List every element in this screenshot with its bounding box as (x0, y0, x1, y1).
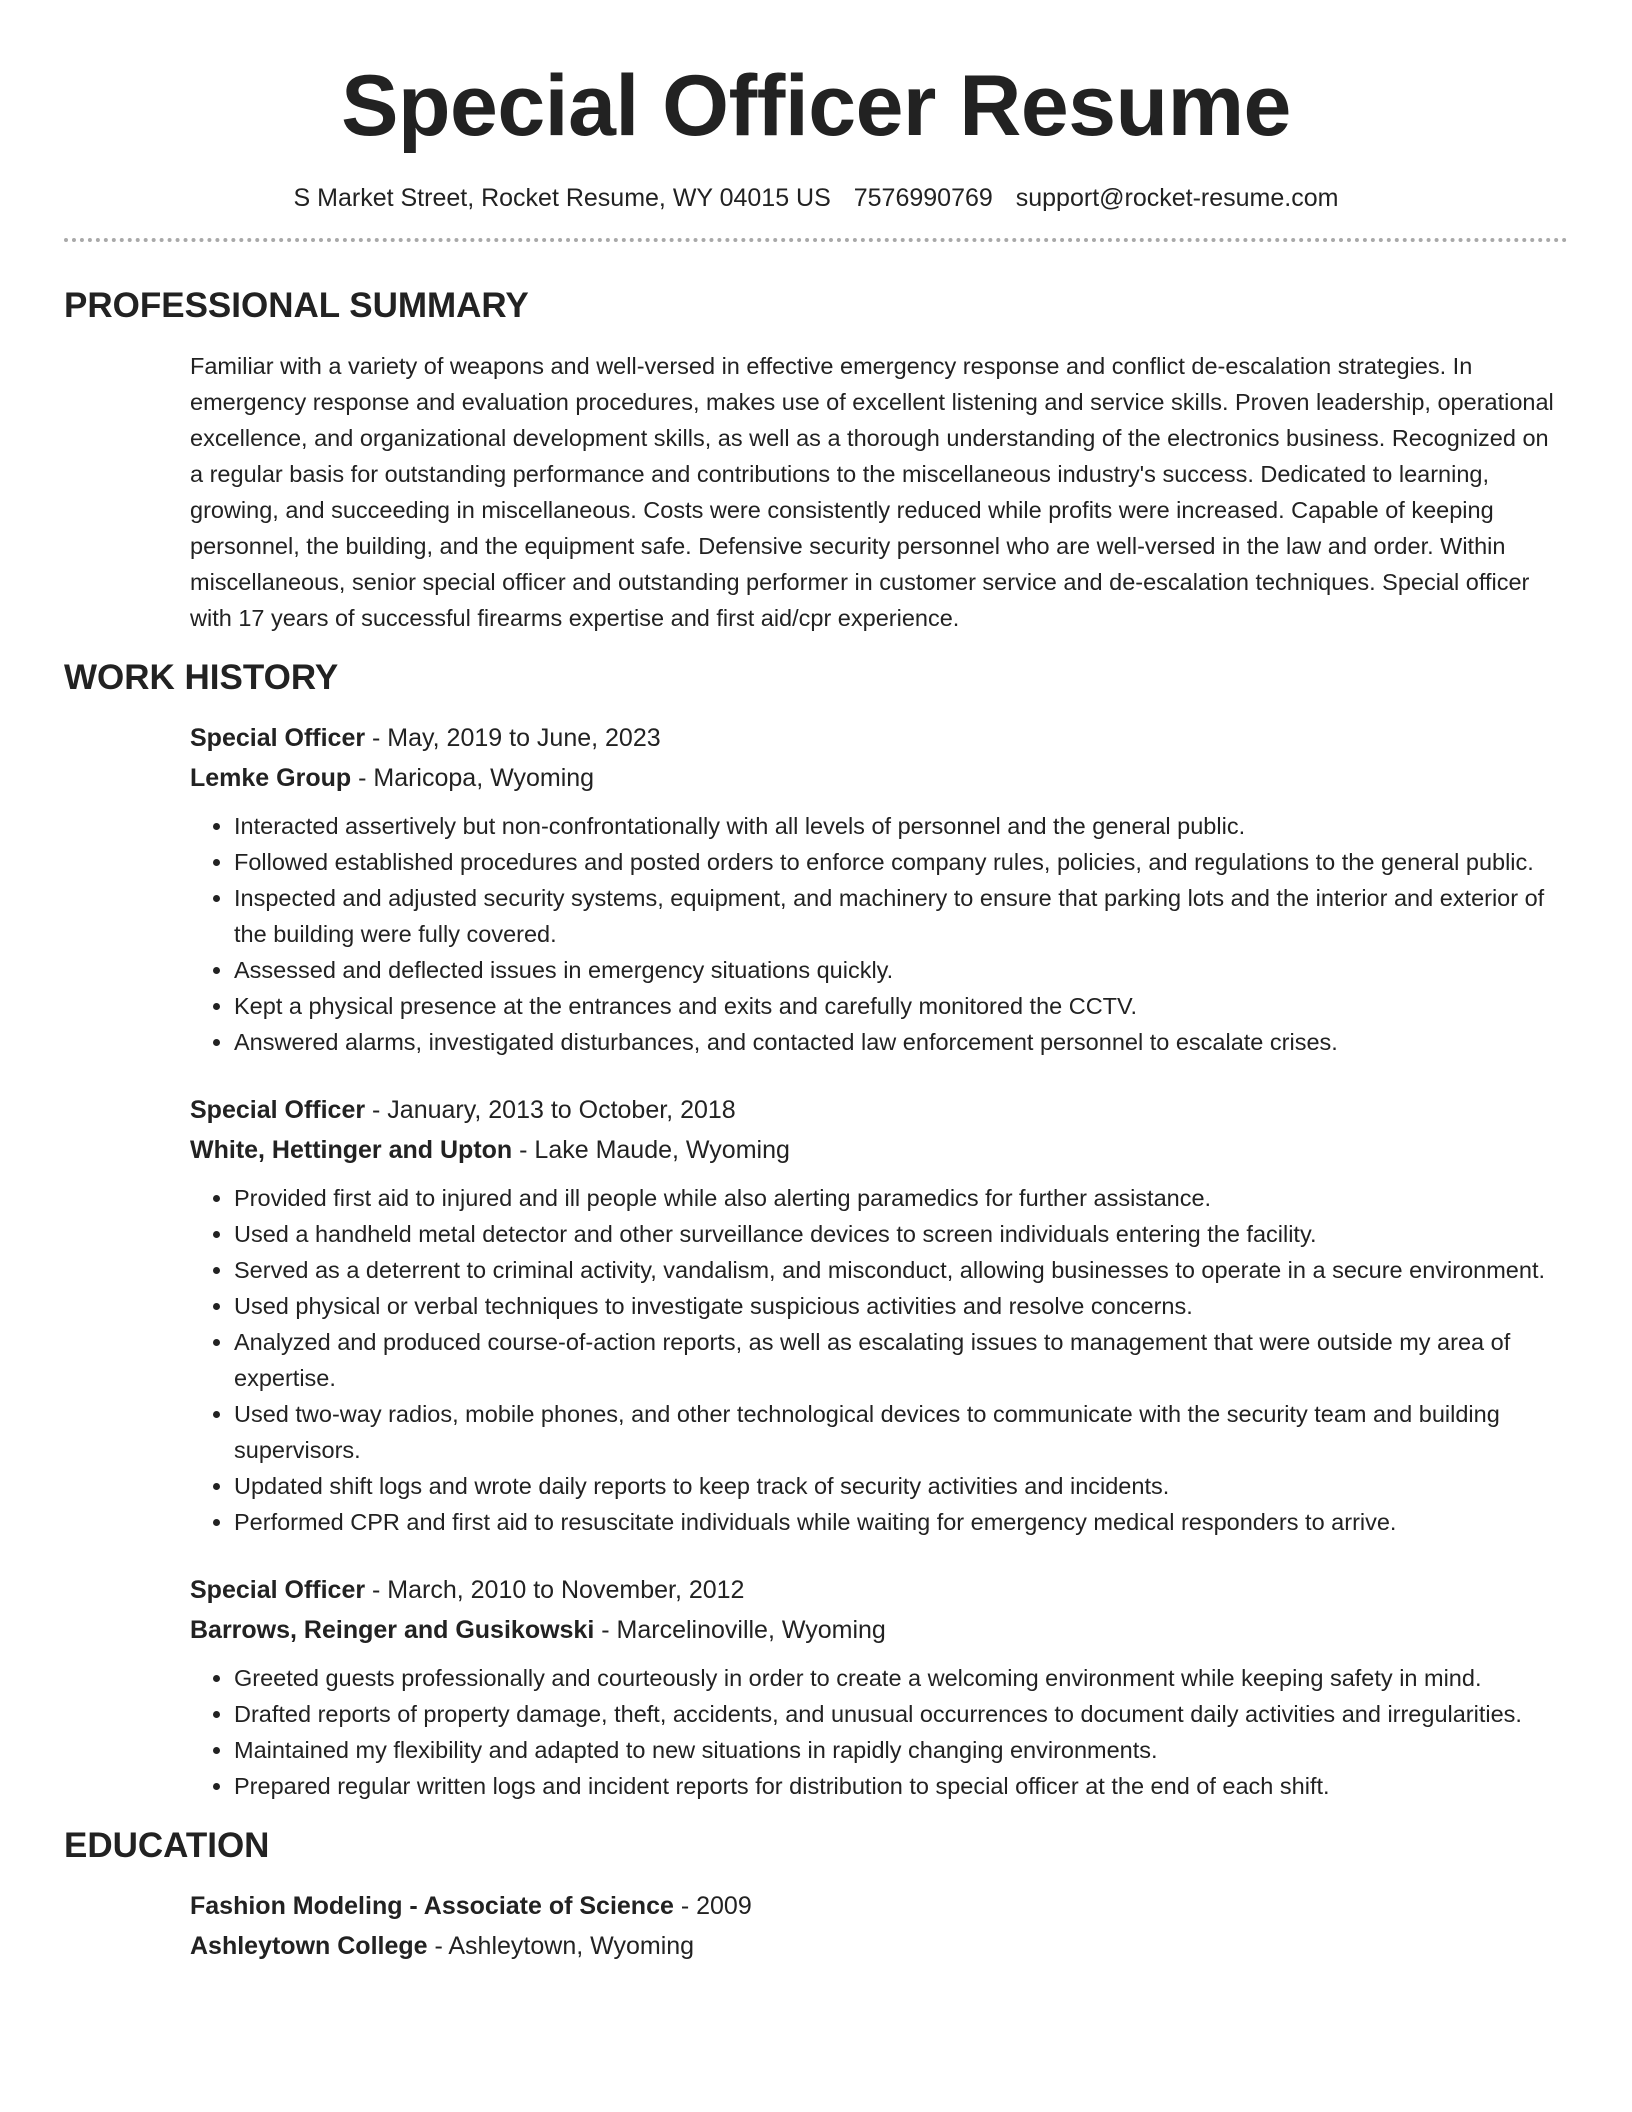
education-location: - Ashleytown, Wyoming (427, 1932, 695, 1960)
job-bullet: • Prepared regular written logs and incident reports for distribution to special officer at the end of each shift. (234, 1768, 1568, 1804)
job-bullet: • Assessed and deflected issues in emergency situations quickly. (234, 952, 1568, 988)
job-bullet: • Used a handheld metal detector and other surveillance devices to screen individuals entering the facility. (234, 1216, 1568, 1252)
job-bullets (190, 1660, 1568, 1804)
job-bullet: • Provided first aid to injured and ill people while also alerting paramedics for further assistance. (234, 1180, 1568, 1216)
job-bullet: • Maintained my flexibility and adapted to new situations in rapidly changing environments. (234, 1732, 1568, 1768)
contact-email: support@rocket-resume.com (1015, 184, 1339, 212)
header-divider (64, 238, 1568, 242)
resume-page (64, 0, 1568, 1966)
job-company-line (190, 1610, 1568, 1650)
job-bullet: • Answered alarms, investigated disturbances, and contacted law enforcement personnel to escalate crises. (234, 1024, 1568, 1060)
job-company: White, Hettinger and Upton (190, 1136, 513, 1164)
job-entry (190, 1570, 1568, 1804)
education-school-line (190, 1926, 1568, 1966)
job-bullet: • Analyzed and produced course-of-action reports, as well as escalating issues to management that were outside my area of expertise. (234, 1324, 1568, 1396)
job-location: - Marcelinoville, Wyoming (594, 1616, 886, 1644)
job-role: Special Officer (190, 1096, 366, 1124)
job-role: Special Officer (190, 1576, 366, 1604)
education-section (190, 1886, 1568, 1966)
education-school: Ashleytown College (190, 1932, 428, 1960)
job-bullet: • Used physical or verbal techniques to investigate suspicious activities and resolve concerns. (234, 1288, 1568, 1324)
job-bullet: • Followed established procedures and posted orders to enforce company rules, policies, and regulations to the general public. (234, 844, 1568, 880)
section-title-education: EDUCATION (64, 1826, 270, 1865)
contact-address: S Market Street, Rocket Resume, WY 04015 US (293, 184, 831, 212)
job-bullet: • Updated shift logs and wrote daily reports to keep track of security activities and incidents. (234, 1468, 1568, 1504)
job-role: Special Officer (190, 724, 366, 752)
job-bullet: • Drafted reports of property damage, theft, accidents, and unusual occurrences to document daily activities and irregularities. (234, 1696, 1568, 1732)
job-dates: - May, 2019 to June, 2023 (365, 724, 661, 752)
job-company-line (190, 758, 1568, 798)
education-year: - 2009 (673, 1892, 752, 1920)
section-title-work-history: WORK HISTORY (64, 658, 339, 697)
resume-title: Special Officer Resume (341, 58, 1291, 154)
job-bullet: • Inspected and adjusted security systems, equipment, and machinery to ensure that parking lots and the interior and exterior of the building were fully covered. (234, 880, 1568, 952)
job-bullet: • Used two-way radios, mobile phones, and other technological devices to communicate with the security team and building supervisors. (234, 1396, 1568, 1468)
job-entry (190, 718, 1568, 1060)
job-bullets (190, 1180, 1568, 1540)
job-entry (190, 1090, 1568, 1540)
job-bullet: • Greeted guests professionally and courteously in order to create a welcoming environment while keeping safety in mind. (234, 1660, 1568, 1696)
job-bullet: • Performed CPR and first aid to resuscitate individuals while waiting for emergency medical responders to arrive. (234, 1504, 1568, 1540)
job-company-line (190, 1130, 1568, 1170)
contact-line (64, 182, 1568, 214)
section-title-summary: PROFESSIONAL SUMMARY (64, 286, 529, 325)
work-history-section (190, 718, 1568, 1804)
job-bullet: • Kept a physical presence at the entrances and exits and carefully monitored the CCTV. (234, 988, 1568, 1024)
job-dates: - January, 2013 to October, 2018 (365, 1096, 736, 1124)
job-bullet: • Interacted assertively but non-confrontationally with all levels of personnel and the general public. (234, 808, 1568, 844)
job-company: Lemke Group (190, 764, 352, 792)
education-degree: Fashion Modeling - Associate of Science (190, 1892, 674, 1920)
education-degree-line (190, 1886, 1568, 1926)
job-role-line (190, 718, 1568, 758)
job-location: - Lake Maude, Wyoming (512, 1136, 790, 1164)
job-role-line (190, 1090, 1568, 1130)
job-location: - Maricopa, Wyoming (351, 764, 595, 792)
summary-text: Familiar with a variety of weapons and well-versed in effective emergency response and conflict de-escalation strategies. In emergency response and evaluation procedures, makes use of excellent listening and service skills. Proven leadership, operational excellence, and organizational development skills, as well as a thorough understanding of the electronics business. Recognized on a regular basis for outstanding performance and contributions to the miscellaneous industry's success. Dedicated to learning, growing, and succeeding in miscellaneous. Costs were consistently reduced while profits were increased. Capable of keeping personnel, the building, and the equipment safe. Defensive security personnel who are well-versed in the law and order. Within miscellaneous, senior special officer and outstanding performer in customer service and de-escalation techniques. Special officer with 17 years of successful firearms expertise and first aid/cpr experience. (190, 353, 1554, 631)
job-bullet: • Served as a deterrent to criminal activity, vandalism, and misconduct, allowing businesses to operate in a secure environment. (234, 1252, 1568, 1288)
job-company: Barrows, Reinger and Gusikowski (190, 1616, 595, 1644)
job-dates: - March, 2010 to November, 2012 (365, 1576, 745, 1604)
job-bullets (190, 808, 1568, 1060)
summary-section (190, 348, 1568, 636)
contact-phone: 7576990769 (853, 184, 993, 212)
job-role-line (190, 1570, 1568, 1610)
